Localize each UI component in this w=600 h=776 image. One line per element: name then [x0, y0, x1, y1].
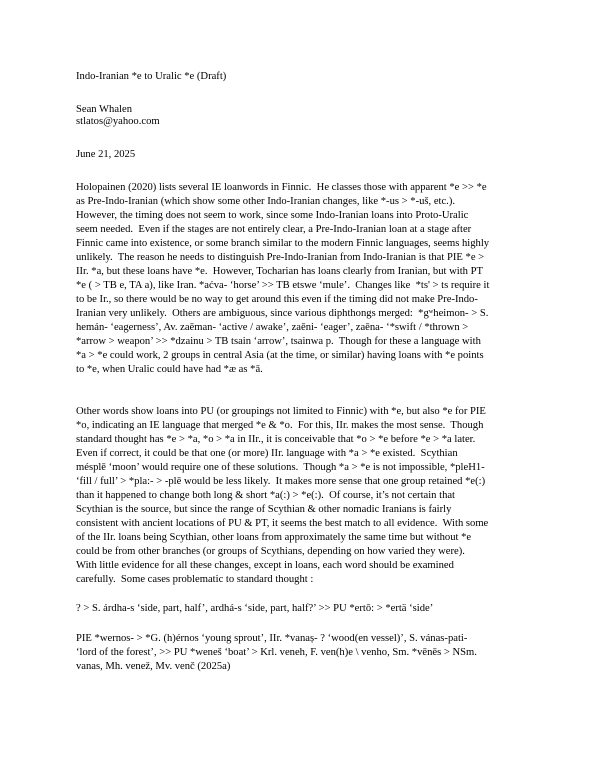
- paragraph-line: carefully. Some cases problematic to standard thought :: [76, 574, 314, 585]
- paragraph-line: seem needed. Even if the stages are not entirely clear, a Pre-Indo-Iranian loan at a stage after: [76, 224, 472, 235]
- paragraph-line: IIr. *a, but these loans have *e. However, Tocharian has loans clearly from Iranian, but with PT: [76, 266, 483, 277]
- paragraph-line: could be from other branches (or groups of Scythians, depending on how varied they were).: [76, 546, 465, 557]
- paragraph-line: as Pre-Indo-Iranian (which show some other Indo-Iranian changes, like *-us > *-uš, etc.).: [76, 196, 455, 207]
- paragraph-line: Iranian very unlikely. Others are ambiguous, since various diphthongs merged: *gʷheimon- > S.: [76, 308, 489, 319]
- paragraph-line: than it happened to change both long & short *a(:) > *e(:). Of course, it’s not certain that: [76, 490, 456, 501]
- paragraph-line: unlikely. The reason he needs to distinguish Pre-Indo-Iranian from Indo-Iranian is that PIE *e >: [76, 252, 485, 263]
- paragraph-line: ‘fill / full’ > *pla:- > -plē would be less likely. It makes more sense that one group retained *e(:): [76, 476, 486, 487]
- paragraph-line: to be Ir., so there would be no way to get around this even if the timing did not make Pre-Indo-: [76, 294, 478, 305]
- paragraph-line: Holopainen (2020) lists several IE loanwords in Finnic. He classes those with apparent *e >> *e: [76, 182, 487, 193]
- paragraph-line: *o, indicating an IE language that merged *e & *o. For this, IIr. makes the most sense. Though: [76, 420, 484, 431]
- paragraph-line: Finnic came into existence, or some branch similar to the modern Finnic languages, seems highly: [76, 238, 490, 249]
- paragraph-line: However, the timing does not seem to work, since some Indo-Iranian loans into Proto-Uralic: [76, 210, 469, 221]
- example-line: vanas, Mh. venež, Mv. venč (2025a): [76, 661, 231, 672]
- example-entry-side: ? > S. árdha-s ‘side, part, half’, ardhá-s ‘side, part, half?’ >> PU *ertō: > *ertä ‘side’: [76, 603, 434, 614]
- author-name: Sean Whalen: [76, 104, 132, 115]
- paragraph-line: mésplē ‘moon’ would require one of these solutions. Though *a > *e is not impossible, *pleH1-: [76, 462, 485, 473]
- paragraph-line: consistent with ancient locations of PU & PT, it seems the best match to all evidence. With some: [76, 518, 489, 529]
- paragraph-line: Scythian is the source, but since the range of Scythian & other nomadic Iranians is fairly: [76, 504, 452, 515]
- paragraph-line: to *e, when Uralic could have had *æ as *ā.: [76, 364, 263, 375]
- paragraph-line: *arrow > weapon’ >> *dzainu > TB tsain ‘arrow’, tsainwa p. Though for these a language with: [76, 336, 481, 347]
- author-email: stlatos@yahoo.com: [76, 116, 160, 127]
- paragraph-line: Other words show loans into PU (or groupings not limited to Finnic) with *e, but also *e for PIE: [76, 406, 486, 417]
- paragraph-line: of the IIr. loans being Scythian, other loans from approximately the same time but without *e: [76, 532, 472, 543]
- example-line: PIE *wernos- > *G. (h)érnos ‘young sprout’, IIr. *vanaș- ? ‘wood(en vessel)’, S. vánas-pati-: [76, 633, 468, 644]
- example-line: ‘lord of the forest’, >> PU *weneš ‘boat’ > Krl. veneh, F. ven(h)e \ venho, Sm. *vēnēs > NSm.: [76, 647, 477, 658]
- document-date: June 21, 2025: [76, 149, 136, 160]
- paragraph-line: With little evidence for all these changes, except in loans, each word should be examined: [76, 560, 454, 571]
- document-title: Indo-Iranian *e to Uralic *e (Draft): [76, 71, 227, 82]
- paragraph-line: *a > *e could work, 2 groups in central Asia (at the time, or similar) having loans with *e points: [76, 350, 484, 361]
- paragraph-line: Even if correct, it could be that one (or more) IIr. language with *a > *e existed. Scythian: [76, 448, 458, 459]
- paragraph-line: standard thought has *e > *a, *o > *a in IIr., it is conceivable that *o > *e before *e > *a later.: [76, 434, 476, 445]
- paragraph-line: hemán- ‘eagerness’, Av. zaēman- ‘active / awake’, zaēni- ‘eager’, zaēna- ‘*swift / *thrown >: [76, 322, 469, 333]
- paragraph-line: *e ( > TB e, TA a), like Iran. *aćva- ‘horse’ >> TB etswe ‘mule’. Changes like *ts' > ts require it: [76, 280, 490, 291]
